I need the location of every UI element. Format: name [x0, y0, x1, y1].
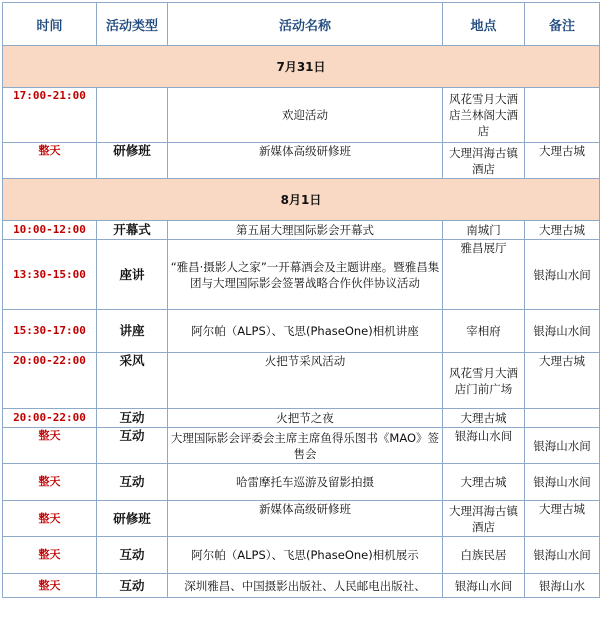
row-name: 深圳雅昌、中国摄影出版社、人民邮电出版社、	[168, 574, 443, 598]
row-location: 南城门	[443, 221, 525, 240]
date-label: 8月1日	[3, 179, 600, 221]
row-location: 宰相府	[443, 310, 525, 353]
row-name: “雅昌·摄影人之家”一开幕酒会及主题讲座。暨雅昌集团与大理国际影会签署战略合作伙伴协议活动	[168, 240, 443, 310]
row-note: 大理古城	[525, 353, 600, 409]
row-location: 银海山水间	[443, 428, 525, 464]
date-label: 7月31日	[3, 46, 600, 88]
row-time: 整天	[3, 143, 97, 179]
row-type: 互动	[97, 464, 168, 501]
row-type: 采风	[97, 353, 168, 409]
row-location: 风花雪月大酒店兰林阁大酒店	[443, 88, 525, 143]
row-name: 新媒体高级研修班	[168, 143, 443, 179]
table-row	[3, 464, 600, 501]
row-time: 整天	[3, 428, 97, 464]
row-name: 欢迎活动	[168, 88, 443, 143]
row-note: 银海山水间	[525, 537, 600, 574]
row-type: 互动	[97, 428, 168, 464]
row-time: 20:00-22:00	[3, 353, 97, 409]
row-name: 阿尔帕（ALPS）、飞思(PhaseOne)相机展示	[168, 537, 443, 574]
row-name: 火把节采风活动	[168, 353, 443, 409]
row-type: 互动	[97, 574, 168, 598]
row-time: 整天	[3, 574, 97, 598]
row-type: 研修班	[97, 501, 168, 537]
row-location: 大理洱海古镇酒店	[443, 143, 525, 179]
row-note: 银海山水间	[525, 464, 600, 501]
row-note: 银海山水间	[525, 240, 600, 310]
table-row	[3, 409, 600, 428]
row-note: 大理古城	[525, 143, 600, 179]
row-type: 研修班	[97, 143, 168, 179]
header-note: 备注	[525, 3, 600, 46]
row-note: 大理古城	[525, 221, 600, 240]
row-time: 17:00-21:00	[3, 88, 97, 143]
row-type: 讲座	[97, 310, 168, 353]
row-note: 大理古城	[525, 501, 600, 537]
row-type: 互动	[97, 409, 168, 428]
header-time: 时间	[3, 3, 97, 46]
row-location: 大理洱海古镇酒店	[443, 501, 525, 537]
table-row	[3, 88, 600, 143]
row-time: 整天	[3, 464, 97, 501]
row-name: 新媒体高级研修班	[168, 501, 443, 537]
row-note	[525, 88, 600, 143]
table-row	[3, 310, 600, 353]
header-name: 活动名称	[168, 3, 443, 46]
row-type: 座讲	[97, 240, 168, 310]
date-row	[3, 179, 600, 221]
row-time: 13:30-15:00	[3, 240, 97, 310]
row-name: 哈雷摩托车巡游及留影拍摄	[168, 464, 443, 501]
table-row	[3, 353, 600, 409]
row-note: 银海山水	[525, 574, 600, 598]
table-row	[3, 537, 600, 574]
row-note: 银海山水间	[525, 310, 600, 353]
row-time: 10:00-12:00	[3, 221, 97, 240]
row-time: 20:00-22:00	[3, 409, 97, 428]
row-name: 火把节之夜	[168, 409, 443, 428]
header-row	[3, 3, 600, 46]
row-time: 整天	[3, 501, 97, 537]
row-location: 风花雪月大酒店门前广场	[443, 353, 525, 409]
table-row	[3, 240, 600, 310]
schedule-table	[2, 2, 600, 598]
row-type: 互动	[97, 537, 168, 574]
row-location: 银海山水间	[443, 574, 525, 598]
row-name: 阿尔帕（ALPS）、飞思(PhaseOne)相机讲座	[168, 310, 443, 353]
table-row	[3, 428, 600, 464]
table-row	[3, 221, 600, 240]
header-type: 活动类型	[97, 3, 168, 46]
row-location: 大理古城	[443, 409, 525, 428]
table-row	[3, 501, 600, 537]
row-type	[97, 88, 168, 143]
header-location: 地点	[443, 3, 525, 46]
row-location: 大理古城	[443, 464, 525, 501]
row-name: 大理国际影会评委会主席主席鱼得乐图书《MAO》签售会	[168, 428, 443, 464]
row-time: 15:30-17:00	[3, 310, 97, 353]
row-note: 银海山水间	[525, 428, 600, 464]
row-time: 整天	[3, 537, 97, 574]
table-row	[3, 143, 600, 179]
row-location: 白族民居	[443, 537, 525, 574]
date-row	[3, 46, 600, 88]
row-location: 雅昌展厅	[443, 240, 525, 310]
table-row	[3, 574, 600, 598]
row-type: 开幕式	[97, 221, 168, 240]
row-name: 第五届大理国际影会开幕式	[168, 221, 443, 240]
row-note	[525, 409, 600, 428]
